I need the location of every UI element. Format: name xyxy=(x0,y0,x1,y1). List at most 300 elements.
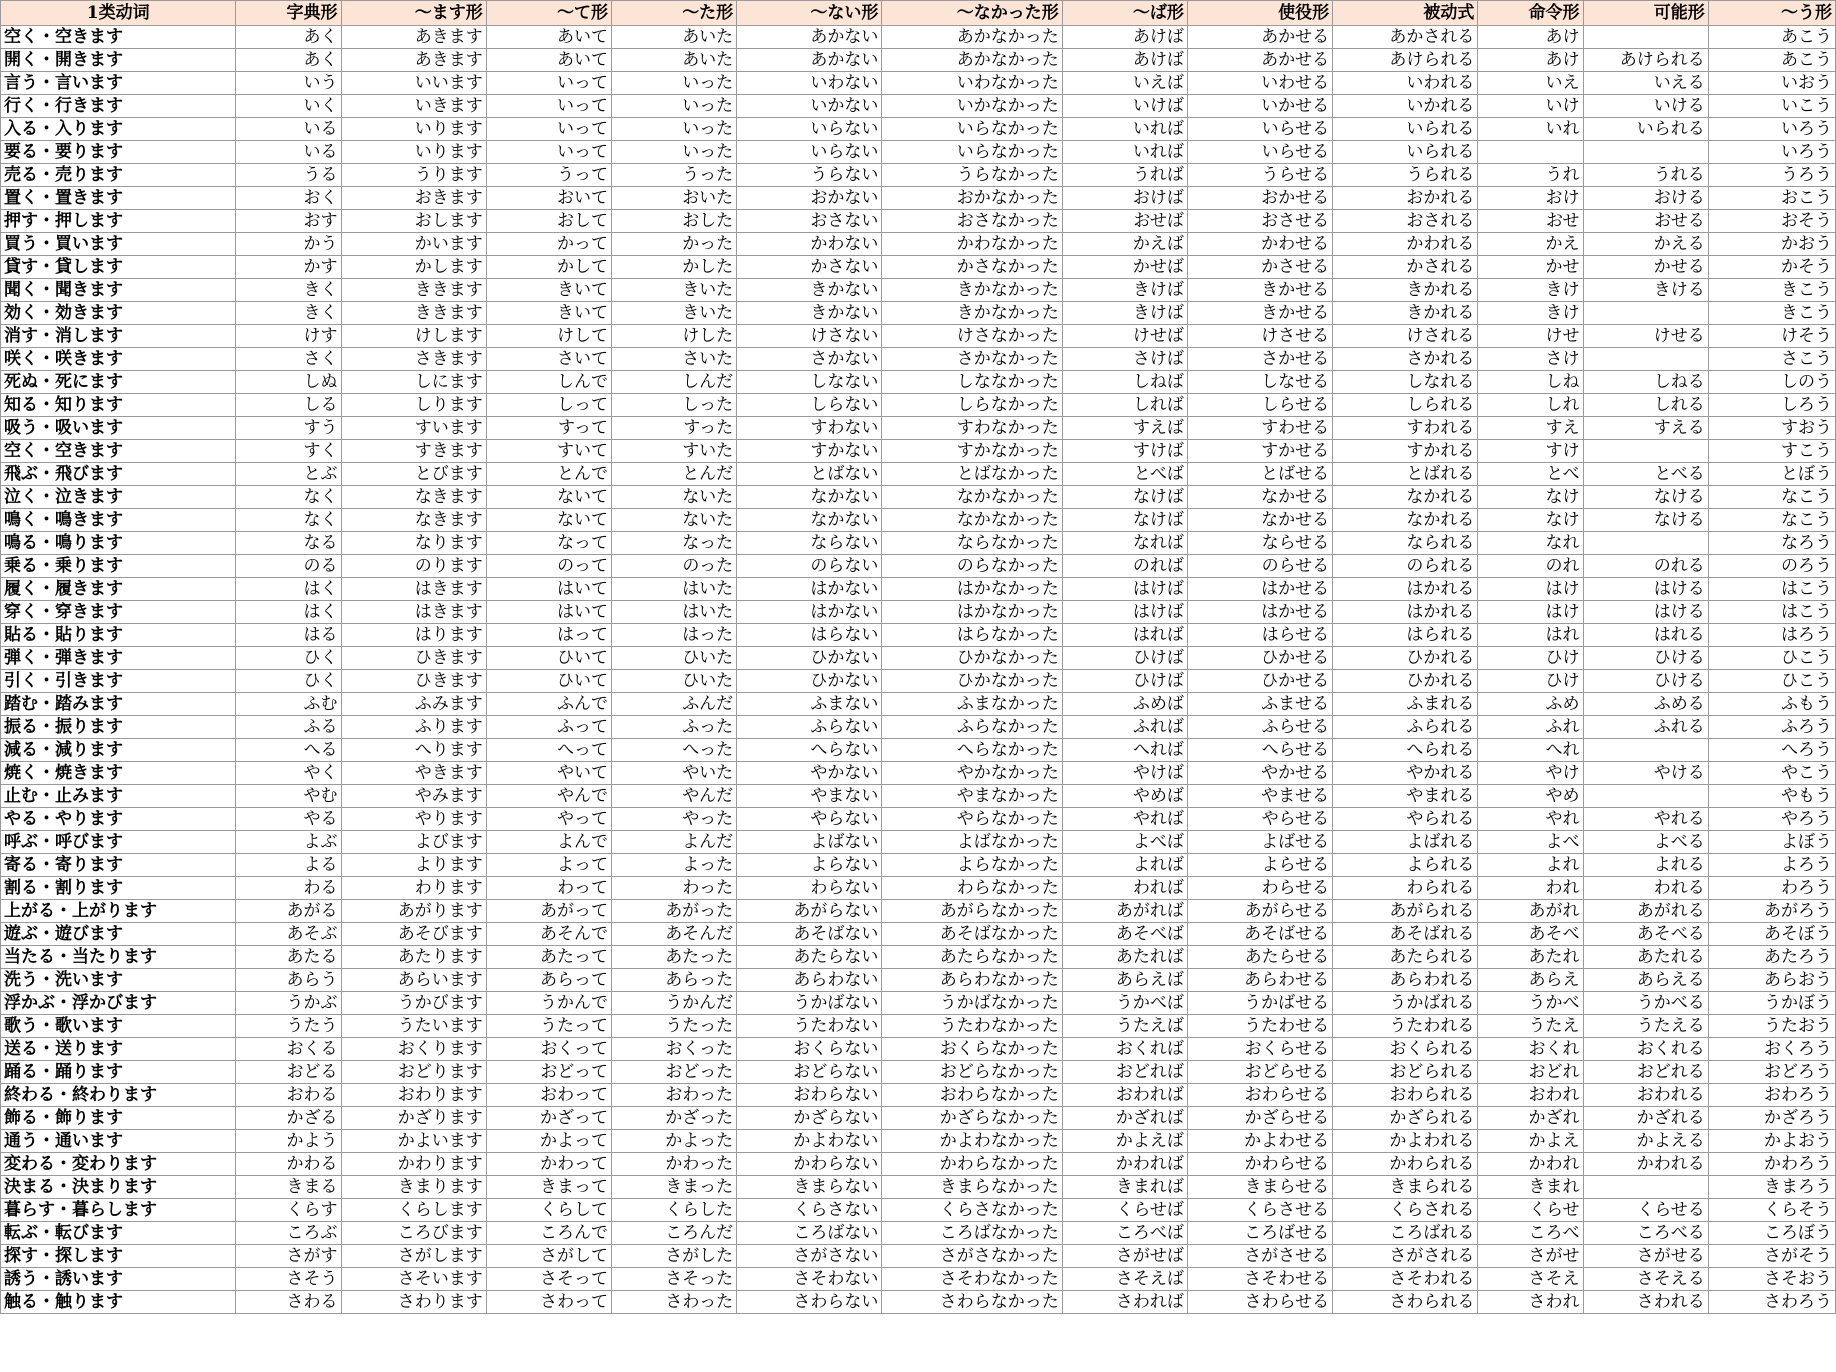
form-cell[interactable]: さそう xyxy=(236,1268,341,1291)
form-cell[interactable]: いらなかった xyxy=(882,141,1062,164)
form-cell[interactable]: ふめば xyxy=(1062,693,1187,716)
form-cell[interactable]: かざろう xyxy=(1708,1107,1835,1130)
form-cell[interactable]: さわれる xyxy=(1583,1291,1708,1314)
form-cell[interactable]: きまらなかった xyxy=(882,1176,1062,1199)
form-cell[interactable]: ふらなかった xyxy=(882,716,1062,739)
form-cell[interactable]: はらせる xyxy=(1187,624,1332,647)
form-cell[interactable]: よんで xyxy=(486,831,611,854)
form-cell[interactable]: うらせる xyxy=(1187,164,1332,187)
form-cell[interactable]: うれ xyxy=(1478,164,1583,187)
form-cell[interactable]: おわろう xyxy=(1708,1084,1835,1107)
form-cell[interactable]: よばない xyxy=(737,831,882,854)
form-cell[interactable]: しなれる xyxy=(1333,371,1478,394)
form-cell[interactable]: よらせる xyxy=(1187,854,1332,877)
form-cell[interactable]: なけ xyxy=(1478,509,1583,532)
form-cell[interactable]: なかなかった xyxy=(882,486,1062,509)
form-cell[interactable]: さわられる xyxy=(1333,1291,1478,1314)
verb-cell[interactable]: 洗う・洗います xyxy=(1,969,236,992)
form-cell[interactable]: はれば xyxy=(1062,624,1187,647)
form-cell[interactable]: やまれる xyxy=(1333,785,1478,808)
form-cell[interactable]: かよった xyxy=(611,1130,736,1153)
verb-cell[interactable]: 鳴く・鳴きます xyxy=(1,509,236,532)
form-cell[interactable]: おどられる xyxy=(1333,1061,1478,1084)
form-cell[interactable]: きまれば xyxy=(1062,1176,1187,1199)
form-cell[interactable]: はって xyxy=(486,624,611,647)
form-cell[interactable]: よった xyxy=(611,854,736,877)
form-cell[interactable]: ひいて xyxy=(486,670,611,693)
form-cell[interactable]: あけば xyxy=(1062,26,1187,49)
header-cell[interactable]: 使役形 xyxy=(1187,1,1332,26)
form-cell[interactable]: かざれ xyxy=(1478,1107,1583,1130)
form-cell[interactable]: あかない xyxy=(737,26,882,49)
form-cell[interactable]: よろう xyxy=(1708,854,1835,877)
form-cell[interactable]: おこう xyxy=(1708,187,1835,210)
form-cell[interactable]: なかなかった xyxy=(882,509,1062,532)
form-cell[interactable]: よられる xyxy=(1333,854,1478,877)
form-cell[interactable]: けされる xyxy=(1333,325,1478,348)
form-cell[interactable]: いって xyxy=(486,95,611,118)
form-cell[interactable]: いかない xyxy=(737,95,882,118)
form-cell[interactable]: うかばれる xyxy=(1333,992,1478,1015)
form-cell[interactable]: はかせる xyxy=(1187,601,1332,624)
form-cell[interactable]: はった xyxy=(611,624,736,647)
header-cell[interactable]: 1类动词 xyxy=(1,1,236,26)
form-cell[interactable]: あそばれる xyxy=(1333,923,1478,946)
form-cell[interactable]: かよえ xyxy=(1478,1130,1583,1153)
form-cell[interactable]: やみます xyxy=(341,785,486,808)
form-cell[interactable] xyxy=(1583,302,1708,325)
form-cell[interactable]: きかなかった xyxy=(882,279,1062,302)
form-cell[interactable]: よばれる xyxy=(1333,831,1478,854)
form-cell[interactable]: ふれ xyxy=(1478,716,1583,739)
verb-cell[interactable]: 踊る・踊ります xyxy=(1,1061,236,1084)
form-cell[interactable]: あたれる xyxy=(1583,946,1708,969)
form-cell[interactable]: おくった xyxy=(611,1038,736,1061)
form-cell[interactable]: うたう xyxy=(236,1015,341,1038)
form-cell[interactable]: かわろう xyxy=(1708,1153,1835,1176)
form-cell[interactable]: おす xyxy=(236,210,341,233)
form-cell[interactable]: やけば xyxy=(1062,762,1187,785)
form-cell[interactable]: はかない xyxy=(737,578,882,601)
form-cell[interactable]: さがせば xyxy=(1062,1245,1187,1268)
form-cell[interactable]: はかれる xyxy=(1333,578,1478,601)
form-cell[interactable]: なられる xyxy=(1333,532,1478,555)
form-cell[interactable]: きけば xyxy=(1062,279,1187,302)
form-cell[interactable] xyxy=(1583,440,1708,463)
form-cell[interactable]: あけられる xyxy=(1583,49,1708,72)
form-cell[interactable]: やむ xyxy=(236,785,341,808)
form-cell[interactable]: あかなかった xyxy=(882,49,1062,72)
form-cell[interactable]: なれば xyxy=(1062,532,1187,555)
form-cell[interactable]: くらせ xyxy=(1478,1199,1583,1222)
form-cell[interactable]: いった xyxy=(611,95,736,118)
form-cell[interactable]: やまない xyxy=(737,785,882,808)
form-cell[interactable]: やらない xyxy=(737,808,882,831)
form-cell[interactable]: しらせる xyxy=(1187,394,1332,417)
form-cell[interactable]: ころばなかった xyxy=(882,1222,1062,1245)
form-cell[interactable]: ころべば xyxy=(1062,1222,1187,1245)
form-cell[interactable]: すかれる xyxy=(1333,440,1478,463)
form-cell[interactable]: ひきます xyxy=(341,647,486,670)
form-cell[interactable]: あらわせる xyxy=(1187,969,1332,992)
form-cell[interactable]: おして xyxy=(486,210,611,233)
form-cell[interactable] xyxy=(1478,141,1583,164)
form-cell[interactable]: ふろう xyxy=(1708,716,1835,739)
form-cell[interactable]: おします xyxy=(341,210,486,233)
form-cell[interactable]: あたる xyxy=(236,946,341,969)
form-cell[interactable]: へられる xyxy=(1333,739,1478,762)
form-cell[interactable]: さわろう xyxy=(1708,1291,1835,1314)
form-cell[interactable]: あらえ xyxy=(1478,969,1583,992)
form-cell[interactable]: かった xyxy=(611,233,736,256)
form-cell[interactable]: おくれば xyxy=(1062,1038,1187,1061)
form-cell[interactable]: しにます xyxy=(341,371,486,394)
form-cell[interactable]: きいた xyxy=(611,279,736,302)
form-cell[interactable]: けします xyxy=(341,325,486,348)
form-cell[interactable]: いけ xyxy=(1478,95,1583,118)
verb-cell[interactable]: 吸う・吸います xyxy=(1,417,236,440)
form-cell[interactable]: おいた xyxy=(611,187,736,210)
form-cell[interactable]: かざれば xyxy=(1062,1107,1187,1130)
form-cell[interactable]: いれば xyxy=(1062,141,1187,164)
form-cell[interactable]: すこう xyxy=(1708,440,1835,463)
form-cell[interactable]: きまらせる xyxy=(1187,1176,1332,1199)
form-cell[interactable]: いかれる xyxy=(1333,95,1478,118)
form-cell[interactable]: おわる xyxy=(236,1084,341,1107)
form-cell[interactable]: あけ xyxy=(1478,49,1583,72)
form-cell[interactable]: さがされる xyxy=(1333,1245,1478,1268)
form-cell[interactable]: ひいた xyxy=(611,670,736,693)
form-cell[interactable]: はけ xyxy=(1478,578,1583,601)
form-cell[interactable]: おかせる xyxy=(1187,187,1332,210)
form-cell[interactable]: いった xyxy=(611,72,736,95)
form-cell[interactable]: あらった xyxy=(611,969,736,992)
form-cell[interactable]: やく xyxy=(236,762,341,785)
form-cell[interactable]: やませる xyxy=(1187,785,1332,808)
form-cell[interactable]: ならない xyxy=(737,532,882,555)
form-cell[interactable]: きく xyxy=(236,302,341,325)
form-cell[interactable]: うろう xyxy=(1708,164,1835,187)
verb-cell[interactable]: 貼る・貼ります xyxy=(1,624,236,647)
form-cell[interactable]: かえば xyxy=(1062,233,1187,256)
form-cell[interactable]: さかない xyxy=(737,348,882,371)
form-cell[interactable]: ふって xyxy=(486,716,611,739)
form-cell[interactable]: かわれ xyxy=(1478,1153,1583,1176)
form-cell[interactable]: いく xyxy=(236,95,341,118)
form-cell[interactable]: かわります xyxy=(341,1153,486,1176)
form-cell[interactable]: おわられる xyxy=(1333,1084,1478,1107)
form-cell[interactable]: うかばせる xyxy=(1187,992,1332,1015)
form-cell[interactable]: おわらせる xyxy=(1187,1084,1332,1107)
form-cell[interactable]: しろう xyxy=(1708,394,1835,417)
verb-cell[interactable]: 鳴る・鳴ります xyxy=(1,532,236,555)
form-cell[interactable]: おくらせる xyxy=(1187,1038,1332,1061)
form-cell[interactable]: とんだ xyxy=(611,463,736,486)
form-cell[interactable]: さそえる xyxy=(1583,1268,1708,1291)
form-cell[interactable]: あらわれる xyxy=(1333,969,1478,992)
form-cell[interactable]: かわらせる xyxy=(1187,1153,1332,1176)
form-cell[interactable]: いう xyxy=(236,72,341,95)
form-cell[interactable]: おどろう xyxy=(1708,1061,1835,1084)
form-cell[interactable]: かざった xyxy=(611,1107,736,1130)
form-cell[interactable]: しって xyxy=(486,394,611,417)
form-cell[interactable]: きかせる xyxy=(1187,302,1332,325)
form-cell[interactable]: あそばせる xyxy=(1187,923,1332,946)
form-cell[interactable]: あこう xyxy=(1708,49,1835,72)
form-cell[interactable]: さそいます xyxy=(341,1268,486,1291)
form-cell[interactable]: くらされる xyxy=(1333,1199,1478,1222)
form-cell[interactable]: なける xyxy=(1583,509,1708,532)
form-cell[interactable]: おそう xyxy=(1708,210,1835,233)
form-cell[interactable]: くらせる xyxy=(1583,1199,1708,1222)
header-cell[interactable]: ～ば形 xyxy=(1062,1,1187,26)
form-cell[interactable]: はいた xyxy=(611,578,736,601)
form-cell[interactable]: よれば xyxy=(1062,854,1187,877)
form-cell[interactable]: かします xyxy=(341,256,486,279)
form-cell[interactable]: さわらない xyxy=(737,1291,882,1314)
form-cell[interactable]: あけば xyxy=(1062,49,1187,72)
form-cell[interactable]: ふめ xyxy=(1478,693,1583,716)
form-cell[interactable]: かえ xyxy=(1478,233,1583,256)
form-cell[interactable]: のれる xyxy=(1583,555,1708,578)
form-cell[interactable]: よって xyxy=(486,854,611,877)
verb-cell[interactable]: 割る・割ります xyxy=(1,877,236,900)
form-cell[interactable]: けさなかった xyxy=(882,325,1062,348)
form-cell[interactable]: いろう xyxy=(1708,118,1835,141)
form-cell[interactable]: いらない xyxy=(737,118,882,141)
form-cell[interactable]: さかれる xyxy=(1333,348,1478,371)
form-cell[interactable]: かわられる xyxy=(1333,1153,1478,1176)
form-cell[interactable]: くらす xyxy=(236,1199,341,1222)
form-cell[interactable]: ふんで xyxy=(486,693,611,716)
form-cell[interactable]: あらえる xyxy=(1583,969,1708,992)
form-cell[interactable]: かさなかった xyxy=(882,256,1062,279)
form-cell[interactable]: なけば xyxy=(1062,509,1187,532)
form-cell[interactable]: よびます xyxy=(341,831,486,854)
form-cell[interactable]: あそびます xyxy=(341,923,486,946)
form-cell[interactable]: ないて xyxy=(486,509,611,532)
form-cell[interactable]: ふんだ xyxy=(611,693,736,716)
form-cell[interactable]: よります xyxy=(341,854,486,877)
form-cell[interactable]: はる xyxy=(236,624,341,647)
form-cell[interactable]: かわれる xyxy=(1583,1153,1708,1176)
form-cell[interactable]: いります xyxy=(341,141,486,164)
form-cell[interactable]: いいます xyxy=(341,72,486,95)
form-cell[interactable]: ふらない xyxy=(737,716,882,739)
form-cell[interactable]: かよわせる xyxy=(1187,1130,1332,1153)
form-cell[interactable]: あそべば xyxy=(1062,923,1187,946)
form-cell[interactable]: はかれる xyxy=(1333,601,1478,624)
form-cell[interactable]: のらなかった xyxy=(882,555,1062,578)
form-cell[interactable]: いえる xyxy=(1583,72,1708,95)
form-cell[interactable]: いられる xyxy=(1333,118,1478,141)
form-cell[interactable]: さがした xyxy=(611,1245,736,1268)
form-cell[interactable]: なかせる xyxy=(1187,486,1332,509)
form-cell[interactable]: さそった xyxy=(611,1268,736,1291)
form-cell[interactable]: すいた xyxy=(611,440,736,463)
form-cell[interactable]: のる xyxy=(236,555,341,578)
verb-cell[interactable]: 空く・空きます xyxy=(1,26,236,49)
form-cell[interactable]: うかべる xyxy=(1583,992,1708,1015)
form-cell[interactable]: へれば xyxy=(1062,739,1187,762)
verb-cell[interactable]: やる・やります xyxy=(1,808,236,831)
form-cell[interactable]: すく xyxy=(236,440,341,463)
form-cell[interactable]: やれる xyxy=(1583,808,1708,831)
verb-cell[interactable]: 聞く・聞きます xyxy=(1,279,236,302)
form-cell[interactable]: かざられる xyxy=(1333,1107,1478,1130)
form-cell[interactable]: さけば xyxy=(1062,348,1187,371)
form-cell[interactable]: かわる xyxy=(236,1153,341,1176)
form-cell[interactable]: あがります xyxy=(341,900,486,923)
form-cell[interactable]: あらって xyxy=(486,969,611,992)
form-cell[interactable]: さわった xyxy=(611,1291,736,1314)
verb-cell[interactable]: 飾る・飾ります xyxy=(1,1107,236,1130)
form-cell[interactable]: うります xyxy=(341,164,486,187)
verb-cell[interactable]: 効く・効きます xyxy=(1,302,236,325)
verb-cell[interactable]: 開く・開きます xyxy=(1,49,236,72)
form-cell[interactable]: あかなかった xyxy=(882,26,1062,49)
form-cell[interactable]: うらなかった xyxy=(882,164,1062,187)
form-cell[interactable]: とばせる xyxy=(1187,463,1332,486)
form-cell[interactable]: きまれ xyxy=(1478,1176,1583,1199)
form-cell[interactable]: けさせる xyxy=(1187,325,1332,348)
form-cell[interactable]: やかなかった xyxy=(882,762,1062,785)
form-cell[interactable]: あがらせる xyxy=(1187,900,1332,923)
form-cell[interactable]: わって xyxy=(486,877,611,900)
form-cell[interactable]: のらせる xyxy=(1187,555,1332,578)
form-cell[interactable]: かざる xyxy=(236,1107,341,1130)
form-cell[interactable]: しる xyxy=(236,394,341,417)
form-cell[interactable]: いわせる xyxy=(1187,72,1332,95)
form-cell[interactable]: やかれる xyxy=(1333,762,1478,785)
form-cell[interactable]: へらせる xyxy=(1187,739,1332,762)
form-cell[interactable]: わられる xyxy=(1333,877,1478,900)
form-cell[interactable]: いらせる xyxy=(1187,118,1332,141)
form-cell[interactable]: いられる xyxy=(1333,141,1478,164)
form-cell[interactable]: かおう xyxy=(1708,233,1835,256)
form-cell[interactable]: あらえば xyxy=(1062,969,1187,992)
form-cell[interactable]: うたわれる xyxy=(1333,1015,1478,1038)
form-cell[interactable]: しのう xyxy=(1708,371,1835,394)
form-cell[interactable]: ころぼう xyxy=(1708,1222,1835,1245)
form-cell[interactable]: あけられる xyxy=(1333,49,1478,72)
form-cell[interactable]: おどった xyxy=(611,1061,736,1084)
form-cell[interactable]: うる xyxy=(236,164,341,187)
form-cell[interactable]: あく xyxy=(236,26,341,49)
form-cell[interactable]: わった xyxy=(611,877,736,900)
form-cell[interactable]: おくらない xyxy=(737,1038,882,1061)
verb-cell[interactable]: 焼く・焼きます xyxy=(1,762,236,785)
form-cell[interactable]: さわります xyxy=(341,1291,486,1314)
form-cell[interactable]: ころばせる xyxy=(1187,1222,1332,1245)
form-cell[interactable]: あく xyxy=(236,49,341,72)
form-cell[interactable]: かよわない xyxy=(737,1130,882,1153)
form-cell[interactable]: はかない xyxy=(737,601,882,624)
form-cell[interactable]: かって xyxy=(486,233,611,256)
form-cell[interactable]: いって xyxy=(486,72,611,95)
form-cell[interactable]: とべ xyxy=(1478,463,1583,486)
form-cell[interactable]: ひいた xyxy=(611,647,736,670)
form-cell[interactable]: かさない xyxy=(737,256,882,279)
form-cell[interactable]: すわれる xyxy=(1333,417,1478,440)
form-cell[interactable]: よべば xyxy=(1062,831,1187,854)
form-cell[interactable] xyxy=(1583,785,1708,808)
form-cell[interactable]: やいた xyxy=(611,762,736,785)
form-cell[interactable]: さがす xyxy=(236,1245,341,1268)
form-cell[interactable]: ふる xyxy=(236,716,341,739)
form-cell[interactable]: くらした xyxy=(611,1199,736,1222)
form-cell[interactable]: うかんだ xyxy=(611,992,736,1015)
form-cell[interactable]: きまろう xyxy=(1708,1176,1835,1199)
form-cell[interactable]: いえば xyxy=(1062,72,1187,95)
form-cell[interactable]: かわない xyxy=(737,233,882,256)
verb-cell[interactable]: 行く・行きます xyxy=(1,95,236,118)
verb-cell[interactable]: 踏む・踏みます xyxy=(1,693,236,716)
form-cell[interactable]: わる xyxy=(236,877,341,900)
form-cell[interactable]: くらします xyxy=(341,1199,486,1222)
form-cell[interactable]: すいて xyxy=(486,440,611,463)
form-cell[interactable]: おせる xyxy=(1583,210,1708,233)
form-cell[interactable]: われば xyxy=(1062,877,1187,900)
form-cell[interactable]: すえば xyxy=(1062,417,1187,440)
form-cell[interactable]: なかれる xyxy=(1333,486,1478,509)
form-cell[interactable]: あかせる xyxy=(1187,49,1332,72)
header-cell[interactable]: ～て形 xyxy=(486,1,611,26)
form-cell[interactable]: うかばなかった xyxy=(882,992,1062,1015)
form-cell[interactable]: よばなかった xyxy=(882,831,1062,854)
form-cell[interactable]: へった xyxy=(611,739,736,762)
form-cell[interactable]: わらない xyxy=(737,877,882,900)
form-cell[interactable]: ききます xyxy=(341,279,486,302)
form-cell[interactable]: おわれ xyxy=(1478,1084,1583,1107)
form-cell[interactable] xyxy=(1583,348,1708,371)
verb-cell[interactable]: 減る・減ります xyxy=(1,739,236,762)
form-cell[interactable]: しななかった xyxy=(882,371,1062,394)
form-cell[interactable]: おさない xyxy=(737,210,882,233)
form-cell[interactable]: おかれる xyxy=(1333,187,1478,210)
form-cell[interactable]: さがさない xyxy=(737,1245,882,1268)
form-cell[interactable]: いかせる xyxy=(1187,95,1332,118)
form-cell[interactable]: ひく xyxy=(236,647,341,670)
form-cell[interactable]: いります xyxy=(341,118,486,141)
verb-cell[interactable]: 浮かぶ・浮かびます xyxy=(1,992,236,1015)
form-cell[interactable] xyxy=(1583,1176,1708,1199)
form-cell[interactable]: なこう xyxy=(1708,486,1835,509)
verb-cell[interactable]: 暮らす・暮らします xyxy=(1,1199,236,1222)
form-cell[interactable]: かいます xyxy=(341,233,486,256)
form-cell[interactable]: おくろう xyxy=(1708,1038,1835,1061)
form-cell[interactable]: ふられる xyxy=(1333,716,1478,739)
form-cell[interactable]: くらそう xyxy=(1708,1199,1835,1222)
form-cell[interactable]: うれば xyxy=(1062,164,1187,187)
verb-cell[interactable]: 寄る・寄ります xyxy=(1,854,236,877)
form-cell[interactable]: へって xyxy=(486,739,611,762)
form-cell[interactable]: おどれる xyxy=(1583,1061,1708,1084)
form-cell[interactable]: すわなかった xyxy=(882,417,1062,440)
form-cell[interactable]: ふまない xyxy=(737,693,882,716)
form-cell[interactable]: いらせる xyxy=(1187,141,1332,164)
form-cell[interactable]: きけ xyxy=(1478,302,1583,325)
form-cell[interactable]: のります xyxy=(341,555,486,578)
form-cell[interactable]: あたらない xyxy=(737,946,882,969)
form-cell[interactable]: かわって xyxy=(486,1153,611,1176)
form-cell[interactable]: けして xyxy=(486,325,611,348)
form-cell[interactable]: おかなかった xyxy=(882,187,1062,210)
form-cell[interactable]: あそべる xyxy=(1583,923,1708,946)
form-cell[interactable]: かせる xyxy=(1583,256,1708,279)
form-cell[interactable]: なく xyxy=(236,486,341,509)
form-cell[interactable]: きかれる xyxy=(1333,279,1478,302)
